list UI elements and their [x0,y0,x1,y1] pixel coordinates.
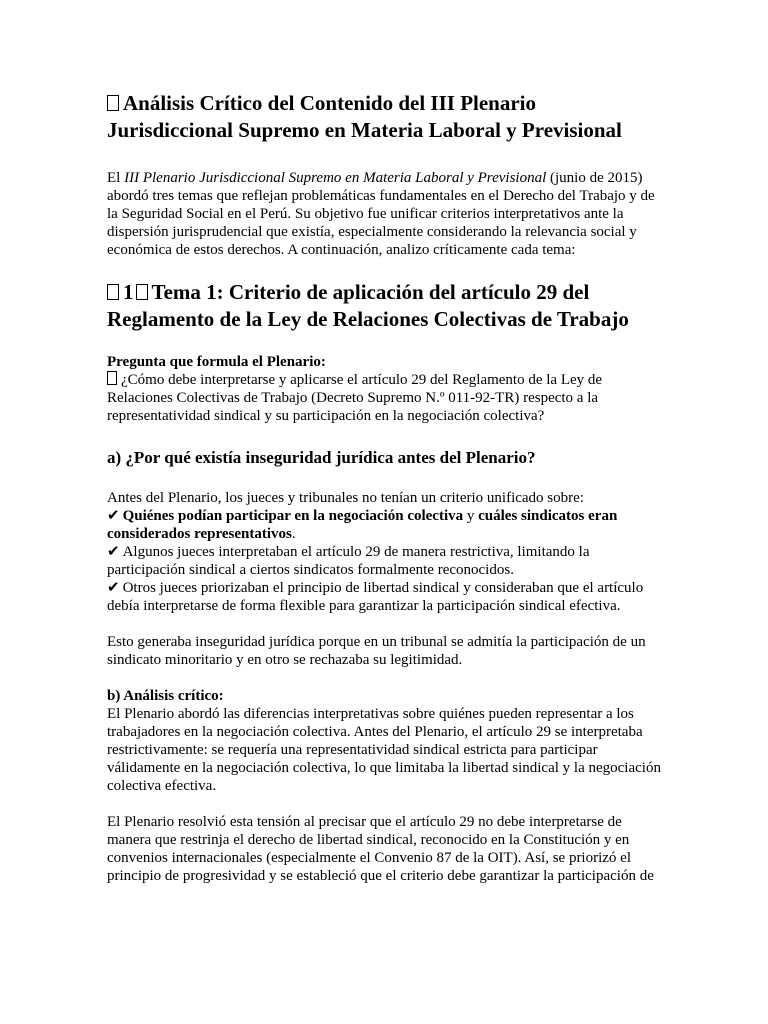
title-text: Análisis Crítico del Contenido del III Plenario Jurisdiccional Supremo en Materia Laboral y Previsional [107,91,622,142]
section-b-para1-text: El Plenario abordó las diferencias interpretativas sobre quiénes pueden representar a los trabajadores en la negociación colectiva. Antes del Plenario, el artículo 29 se interpretaba restrictivamente: se requería una representatividad sindical estricta para participar válidamente en la negociación colectiva, lo que limitaba la libertad sindical y la negociación colectiva efectiva. [107,706,661,794]
section-a-list [107,489,663,615]
plenario-question [107,353,663,425]
intro-prefix: El [107,170,125,186]
missing-glyph-icon [107,284,119,300]
section-b-para2: El Plenario resolvió esta tensión al precisar que el artículo 29 no debe interpretarse de manera que restrinja el derecho de libertad sindical, reconocido en la Constitución y en convenios internacionales (especialmente el Convenio 87 de la OIT). Así, se priorizó el principio de progresividad y se estableció que el criterio debe garantizar la participación de [107,814,654,884]
intro-italic: III Plenario Jurisdiccional Supremo en Materia Laboral y Previsional [124,170,547,186]
item1-end: . [291,526,296,542]
missing-glyph-icon [136,284,148,300]
check-icon: ✔ [107,508,120,524]
item1-bold2: cuáles sindicatos eran considerados representativos [107,508,618,542]
question-text: ¿Cómo debe interpretarse y aplicarse el artículo 29 del Reglamento de la Ley de Relaciones Colectivas de Trabajo (Decreto Supremo N.º 011-92-TR) respecto a la representatividad sindical y su participación en la negociación colectiva? [107,372,603,424]
section-a-conclusion: Esto generaba inseguridad jurídica porque en un tribunal se admitía la participación de un sindicato minoritario y en otro se rechazaba su legitimidad. [107,634,646,668]
section-b-para1 [107,687,663,795]
section-b-heading: b) Análisis crítico: [107,688,224,704]
tema1-heading [107,279,663,333]
tema1-number: 1 [123,280,134,304]
item1-bold1: Quiénes podían participar en la negociación colectiva [122,508,464,524]
document-content [107,90,663,885]
check-icon: ✔ [107,580,120,596]
question-label: Pregunta que formula el Plenario: [107,354,326,370]
tema1-heading-text: Tema 1: Criterio de aplicación del artículo 29 del Reglamento de la Ley de Relaciones Colectivas de Trabajo [107,280,629,331]
missing-glyph-icon [107,371,117,385]
item1-mid: y [463,508,479,524]
section-a-lead: Antes del Plenario, los jueces y tribunales no tenían un criterio unificado sobre: [107,490,584,506]
item2-text: Algunos jueces interpretaban el artículo 29 de manera restrictiva, limitando la participación sindical a ciertos sindicatos formalmente reconocidos. [107,544,590,578]
missing-glyph-icon [107,95,119,111]
intro-paragraph [107,169,663,259]
item3-text: Otros jueces priorizaban el principio de libertad sindical y consideraban que el artículo debía interpretarse de forma flexible para garantizar la participación sindical efectiva. [107,580,644,614]
check-icon: ✔ [107,544,120,560]
intro-rest: (junio de 2015) abordó tres temas que reflejan problemáticas fundamentales en el Derecho del Trabajo y de la Seguridad Social en el Perú. Su objetivo fue unificar criterios interpretativos ante la dispersión jurisprudencial que existía, especialmente considerando la relevancia social y económica de estos derechos. A continuación, analizo críticamente cada tema: [107,170,655,258]
document-title [107,90,663,144]
section-a-heading: a) ¿Por qué existía inseguridad jurídica antes del Plenario? [107,448,536,467]
